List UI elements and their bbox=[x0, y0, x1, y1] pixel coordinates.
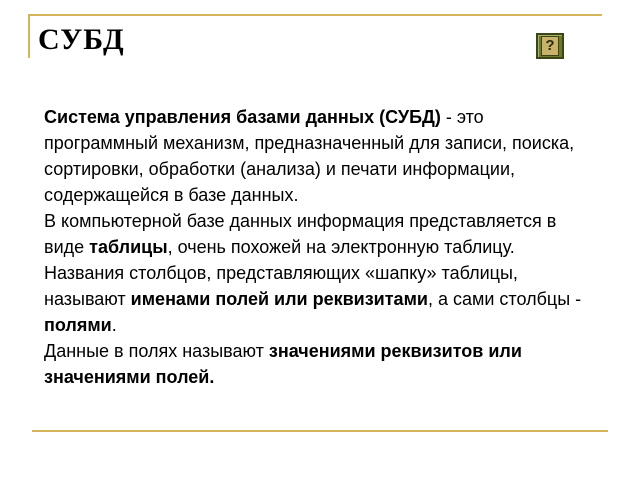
paragraph-table bbox=[44, 208, 584, 260]
paragraph-values bbox=[44, 338, 584, 390]
table-text-end: , очень похожей на электронную таблицу. bbox=[167, 237, 515, 257]
left-divider bbox=[28, 14, 30, 58]
term-dbms: Система управления базами данных (СУБД) bbox=[44, 107, 441, 127]
slide-body bbox=[44, 104, 584, 390]
term-field-names: именами полей или реквизитами bbox=[130, 289, 428, 309]
definition-text: - это программный механизм, предназначенный для записи, поиска, сортировки, обработки (анализа) и печати информации, содержащейся в базе данных. bbox=[44, 107, 575, 205]
term-values: значениями реквизитов или значениями полей. bbox=[44, 341, 522, 387]
help-button[interactable] bbox=[536, 33, 564, 59]
question-mark-icon bbox=[541, 36, 559, 56]
term-fields: полями bbox=[44, 315, 112, 335]
values-text-start: Данные в полях называют bbox=[44, 341, 269, 361]
help-icon-glyph: ? bbox=[545, 37, 555, 54]
paragraph-definition bbox=[44, 104, 584, 208]
fields-text-end: . bbox=[111, 315, 117, 335]
term-table: таблицы bbox=[89, 237, 168, 257]
fields-text-start: Названия столбцов, представляющих «шапку» таблицы, называют bbox=[44, 263, 518, 309]
paragraph-fields bbox=[44, 260, 584, 338]
table-text-start: В компьютерной базе данных информация представляется в виде bbox=[44, 211, 557, 257]
fields-text-mid: , а сами столбцы - bbox=[427, 289, 582, 309]
top-divider bbox=[28, 14, 602, 16]
bottom-divider bbox=[32, 430, 608, 432]
slide-title: СУБД bbox=[38, 23, 125, 56]
